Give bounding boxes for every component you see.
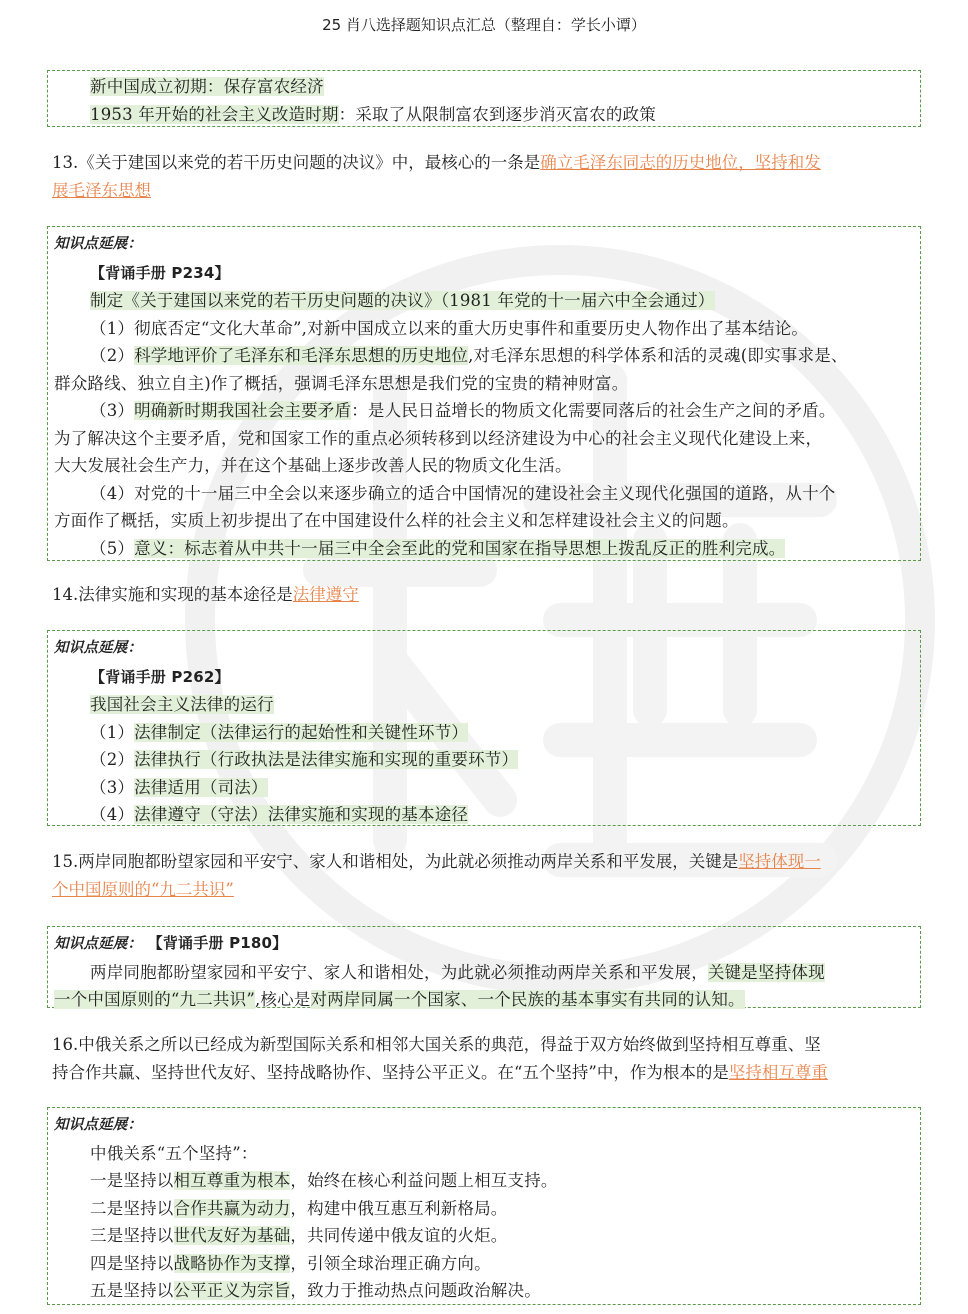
- knowledge-label: 知识点延展：: [54, 236, 143, 252]
- page-header: 25 肖八选择题知识点汇总（整理自：学长小谭）: [322, 16, 646, 34]
- list-item: 二是坚持以合作共赢为动力，构建中俄互惠互利新格局。: [90, 1198, 508, 1218]
- question-14: 14.法律实施和实现的基本途径是法律遵守: [52, 585, 359, 604]
- list-item: 三是坚持以世代友好为基础，共同传递中俄友谊的火炬。: [90, 1226, 508, 1245]
- question-13: 13.《关于建国以来党的若干历史问题的决议》中，最核心的一条是确立毛泽东同志的历史地位，坚持和发 展毛泽东思想: [52, 153, 821, 200]
- answer-14: 法律遵守: [292, 585, 359, 604]
- answer-15-cont: 个中国原则的“九二共识”: [52, 880, 234, 899]
- knowledge-box-15: 知识点延展： 【背诵手册 P180】 两岸同胞都盼望家园和平安宁、家人和谐相处，为此就必须推动两岸关系和平发展，关键是坚持体现 一个中国原则的“九二共识”,核心是对两岸同属一个国家、一个民族的基本事实有共同的认知。: [47, 926, 921, 1008]
- list-item: （1）法律制定（法律运行的起始性和关键性环节）: [90, 722, 469, 742]
- knowledge-box-13: 知识点延展： 【背诵手册 P234】 制定《关于建国以来党的若干历史问题的决议》（1981 年党的十一届六中全会通过） （1）彻底否定“文化大革命”,对新中国成立以来的重大历史事件和重要历史人物作出了基本结论。 （2）科学地评价了毛泽东和毛泽东思想的历史地位,对毛泽东思想的科学体系和活的灵魂(即实事求是、 群众路线、独立自主)作了概括，强调毛泽东思想是我们党的宝贵的精神财富。 （3）明确新时期我国社会主要矛盾：是人民日益增长的物质文化需要同落后的社会生产之间的矛盾。 为了解决这个主要矛盾，党和国家工作的重点必须转移到以经济建设为中心的社会主义现代化建设上来， 大大发展社会生产力，并在这个基础上逐步改善人民的物质文化生活。 （4）对党的十一届三中全会以来逐步确立的适合中国情况的建设社会主义现代化强国的道路，从十个 方面作了概括，实质上初步提出了在中国建设什么样的社会主义和怎样建设社会主义的问题。 （5）意义：标志着从中共十一届三中全会至此的党和国家在指导思想上拨乱反正的胜利完成。: [47, 226, 921, 561]
- box-line: 1953 年开始的社会主义改造时期：采取了从限制富农到逐步消灭富农的政策: [90, 104, 656, 124]
- list-item: 四是坚持以战略协作为支撑，引领全球治理正确方向。: [90, 1253, 491, 1273]
- knowledge-label: 知识点延展：: [54, 640, 143, 656]
- answer-16: 坚持相互尊重: [728, 1063, 828, 1082]
- answer-15: 坚持体现一: [738, 852, 821, 871]
- list-item: （3）法律适用（司法）: [90, 777, 268, 797]
- list-item: （2）法律执行（行政执法是法律实施和实现的重要环节）: [90, 750, 519, 769]
- question-16: 16.中俄关系之所以已经成为新型国际关系和相邻大国关系的典范，得益于双方始终做到坚持相互尊重、坚 持合作共赢、坚持世代友好、坚持战略协作、坚持公平正义。在“五个坚持”中，作为根本的是坚持相互尊重: [52, 1035, 828, 1082]
- question-15: 15.两岸同胞都盼望家园和平安宁、家人和谐相处，为此就必须推动两岸关系和平发展，关键是坚持体现一 个中国原则的“九二共识”: [52, 852, 821, 899]
- knowledge-box-top: [47, 70, 921, 127]
- list-item: 一是坚持以相互尊重为根本，始终在核心利益问题上相互支持。: [90, 1171, 558, 1190]
- knowledge-box-16: 知识点延展： 中俄关系“五个坚持”： 一是坚持以相互尊重为根本，始终在核心利益问题上相互支持。 二是坚持以合作共赢为动力，构建中俄互惠互利新格局。 三是坚持以世代友好为基础，共同传递中俄友谊的火炬。 四是坚持以战略协作为支撑，引领全球治理正确方向。 五是坚持以公平正义为宗旨，致力于推动热点问题政治解决。: [47, 1107, 921, 1305]
- box-line: 新中国成立初期：保存富农经济: [90, 77, 324, 96]
- handbook-ref: 【背诵手册 P262】: [90, 667, 230, 686]
- list-item: （4）法律遵守（守法）法律实施和实现的基本途径: [90, 805, 469, 824]
- answer-13: 确立毛泽东同志的历史地位，坚持和发: [540, 153, 821, 172]
- answer-13-cont: 展毛泽东思想: [52, 181, 151, 200]
- knowledge-label: 知识点延展：: [54, 1117, 143, 1133]
- handbook-ref: 【背诵手册 P234】: [90, 263, 230, 282]
- handbook-ref: 【背诵手册 P180】: [147, 934, 288, 952]
- list-item: 五是坚持以公平正义为宗旨，致力于推动热点问题政治解决。: [90, 1281, 541, 1300]
- knowledge-label: 知识点延展：: [54, 936, 143, 952]
- knowledge-box-14: 知识点延展： 【背诵手册 P262】 我国社会主义法律的运行 （1）法律制定（法律运行的起始性和关键性环节） （2）法律执行（行政执法是法律实施和实现的重要环节） （3）法律适用（司法） （4）法律遵守（守法）法律实施和实现的基本途径: [47, 630, 921, 826]
